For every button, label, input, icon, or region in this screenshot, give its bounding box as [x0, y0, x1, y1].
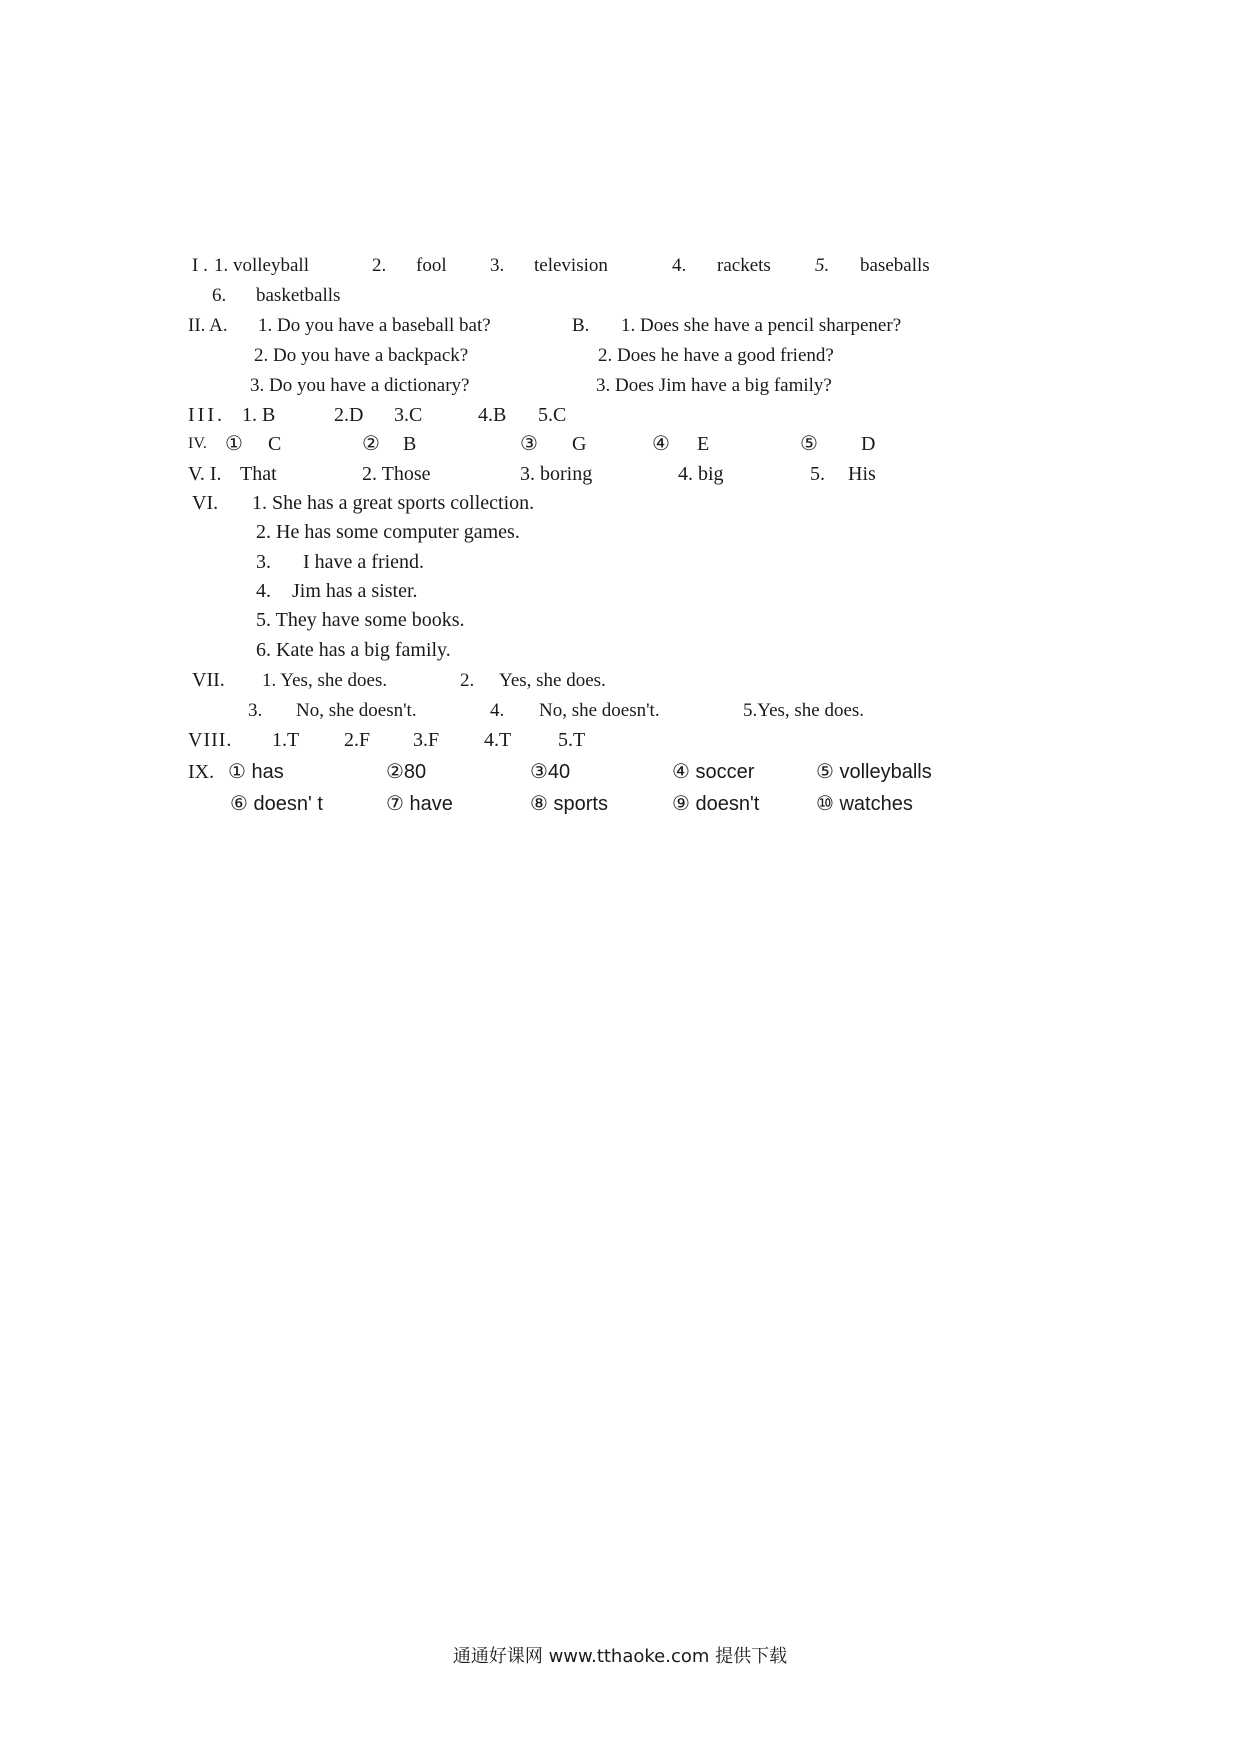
answer-2b-3: 3. Does Jim have a big family? [596, 375, 832, 396]
section-6-label: VI. [192, 492, 219, 514]
answer-2b-1: 1. Does she have a pencil sharpener? [621, 315, 902, 336]
answer-8-2: 2.F [344, 729, 371, 751]
answer-5-5-num: 5. [810, 463, 825, 485]
answer-9-9: ⑨ doesn't [672, 793, 760, 815]
answer-1-3: television [534, 255, 608, 276]
answer-4-4-num: ④ [652, 433, 670, 455]
answer-6-4: Jim has a sister. [292, 580, 418, 602]
answer-3-4: 4.B [478, 404, 507, 426]
section-2-label: II. A. [188, 315, 228, 336]
answer-1-6-num: 6. [212, 285, 227, 306]
section-2b-label: B. [572, 315, 590, 336]
answer-9-2: ②80 [386, 761, 427, 783]
answer-5-2: 2. Those [362, 463, 431, 485]
answer-8-4: 4.T [484, 729, 512, 751]
answer-5-4: 4. big [678, 463, 724, 485]
answer-6-3-num: 3. [256, 551, 271, 573]
answer-4-2-num: ② [362, 433, 380, 455]
answer-2a-1: 1. Do you have a baseball bat? [258, 315, 491, 336]
answer-4-1-num: ① [225, 433, 243, 455]
answer-7-4-num: 4. [490, 700, 505, 721]
answer-9-6: ⑥ doesn' t [230, 793, 323, 815]
answer-9-10: ⑩ watches [816, 793, 913, 815]
answer-9-1: ① has [228, 761, 284, 783]
answer-4-1: C [268, 433, 282, 455]
answer-1-5-num: 5. [815, 255, 830, 276]
answer-4-5-num: ⑤ [800, 433, 818, 455]
section-3-label: III. [188, 404, 225, 426]
answer-9-8: ⑧ sports [530, 793, 608, 815]
answer-1-4: rackets [717, 255, 771, 276]
answer-1-2-num: 2. [372, 255, 387, 276]
answer-6-3: I have a friend. [303, 551, 425, 573]
answer-1-3-num: 3. [490, 255, 505, 276]
answer-5-1: That [240, 463, 277, 485]
answer-6-2: 2. He has some computer games. [256, 521, 520, 543]
section-8-label: VIII. [188, 729, 233, 751]
footer-text: 通通好课网 www.tthaoke.com 提供下载 [452, 1646, 788, 1667]
answer-6-6: 6. Kate has a big family. [256, 639, 451, 661]
answer-5-3: 3. boring [520, 463, 593, 485]
answer-4-4: E [697, 433, 710, 455]
answer-7-2: Yes, she does. [499, 670, 606, 691]
answer-7-4: No, she doesn't. [539, 700, 660, 721]
answer-6-4-num: 4. [256, 580, 271, 602]
answer-6-1: 1. She has a great sports collection. [252, 492, 535, 514]
section-1-label: I . [192, 255, 208, 276]
answer-1-5: baseballs [860, 255, 930, 276]
section-7-label: VII. [192, 669, 225, 691]
answer-6-5: 5. They have some books. [256, 609, 465, 631]
answer-4-3: G [572, 433, 587, 455]
section-5-label: V. I. [188, 463, 222, 485]
answer-4-2: B [403, 433, 417, 455]
answer-4-3-num: ③ [520, 433, 538, 455]
answer-2b-2: 2. Does he have a good friend? [598, 345, 834, 366]
answer-3-3: 3.C [394, 404, 423, 426]
answer-8-1: 1.T [272, 729, 300, 751]
answer-1-6: basketballs [256, 285, 341, 306]
answer-9-7: ⑦ have [386, 793, 453, 815]
answer-5-5: His [848, 463, 876, 485]
section-9-label: IX. [188, 761, 215, 783]
answer-1-2: fool [416, 255, 447, 276]
answer-7-2-num: 2. [460, 670, 475, 691]
answer-7-1: 1. Yes, she does. [262, 670, 388, 691]
answer-4-5: D [861, 433, 876, 455]
answer-9-5: ⑤ volleyballs [816, 761, 932, 783]
answer-2a-3: 3. Do you have a dictionary? [250, 375, 470, 396]
answer-2a-2: 2. Do you have a backpack? [254, 345, 469, 366]
answer-1-4-num: 4. [672, 255, 687, 276]
answer-7-5: 5.Yes, she does. [743, 700, 865, 721]
answer-8-5: 5.T [558, 729, 586, 751]
answer-3-1: 1. B [242, 404, 276, 426]
answer-1-1: 1. volleyball [214, 255, 309, 276]
answer-7-3: No, she doesn't. [296, 700, 417, 721]
answer-3-2: 2.D [334, 404, 364, 426]
section-4-label: IV. [188, 435, 207, 452]
answer-7-3-num: 3. [248, 700, 263, 721]
answer-9-3: ③40 [530, 761, 571, 783]
answer-9-4: ④ soccer [672, 761, 755, 783]
answer-8-3: 3.F [413, 729, 440, 751]
answer-3-5: 5.C [538, 404, 567, 426]
